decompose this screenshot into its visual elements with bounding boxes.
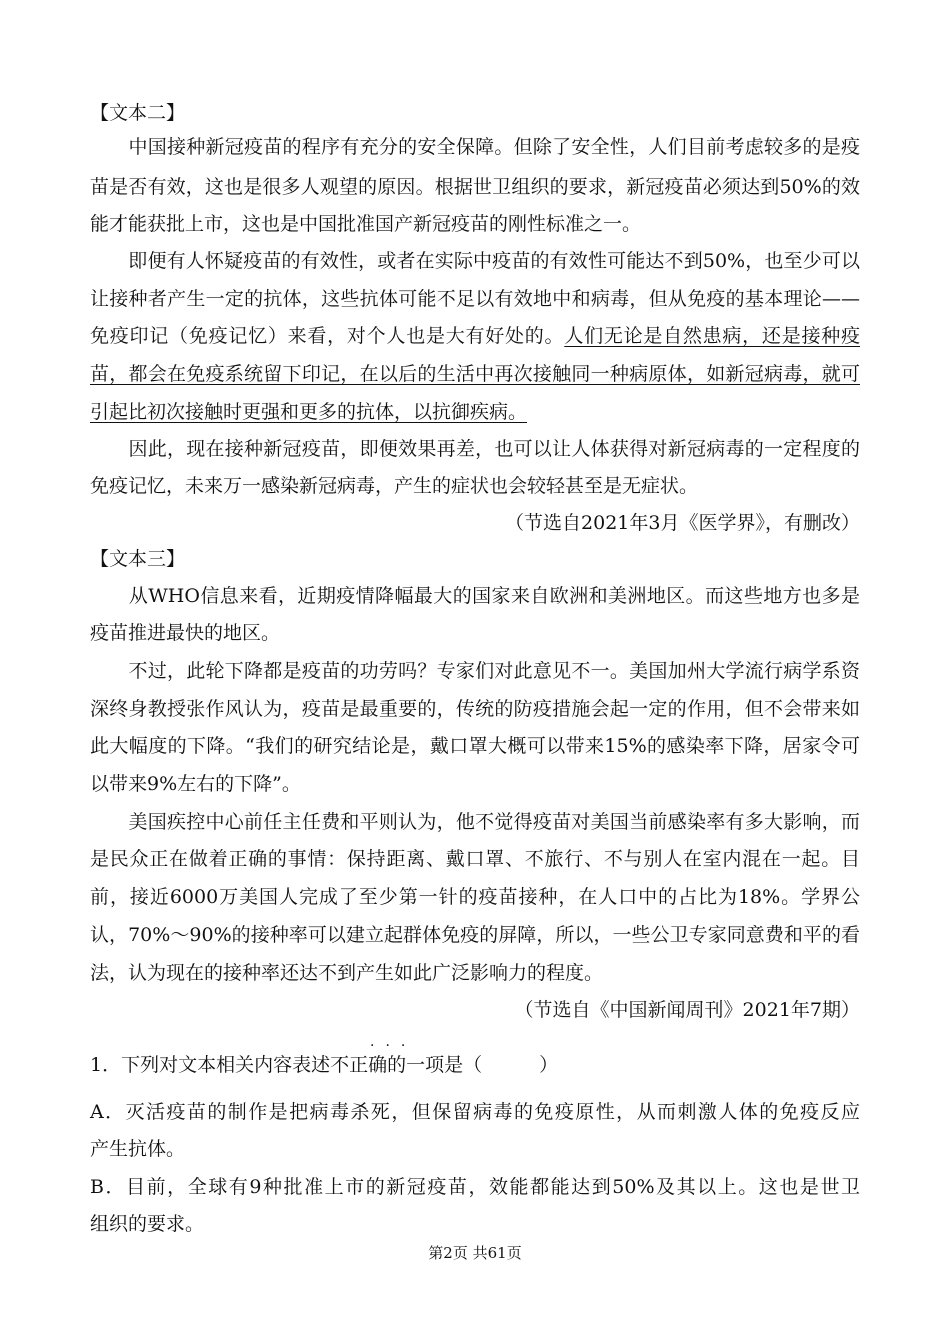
paragraph-line: 不过，此轮下降都是疫苗的功劳吗？专家们对此意见不一。美国加州大学流行病学系资 bbox=[90, 660, 860, 682]
paragraph-line: 是民众正在做着正确的事情：保持距离、戴口罩、不旅行、不与别人在室内混在一起。目 bbox=[90, 848, 860, 870]
paragraph-line: 中国接种新冠疫苗的程序有充分的安全保障。但除了安全性，人们目前考虑较多的是疫 bbox=[90, 136, 860, 158]
paragraph-line: 此大幅度的下降。“我们的研究结论是，戴口罩大概可以带来15%的感染率下降，居家令可 bbox=[90, 735, 860, 757]
paragraph-line: 美国疾控中心前任主任费和平则认为，他不觉得疫苗对美国当前感染率有多大影响，而 bbox=[90, 811, 860, 833]
paragraph-line: 能才能获批上市，这也是中国批准国产新冠疫苗的刚性标准之一。 bbox=[90, 213, 642, 235]
question-stem: 1．下列对文本相关内容表述不正确的一项是（ ） bbox=[90, 1054, 559, 1076]
option-a-line: 产生抗体。 bbox=[90, 1138, 186, 1160]
option-b-line: 组织的要求。 bbox=[90, 1213, 205, 1235]
paragraph-line: 苗是否有效，这也是很多人观望的原因。根据世卫组织的要求，新冠疫苗必须达到50%的效 bbox=[90, 176, 860, 198]
paragraph-line: 让接种者产生一定的抗体，这些抗体可能不足以有效地中和病毒，但从免疫的基本理论—— bbox=[90, 288, 860, 310]
emphasis-dots: ··· bbox=[370, 1038, 417, 1054]
underlined-line: 苗，都会在免疫系统留下印记，在以后的生活中再次接触同一种病原体，如新冠病毒，就可 bbox=[90, 363, 860, 385]
paragraph-line: 免疫印记（免疫记忆）来看，对个人也是大有好处的。人们无论是自然患病，还是接种疫 bbox=[90, 325, 860, 347]
paragraph-line: 即便有人怀疑疫苗的有效性，或者在实际中疫苗的有效性可能达不到50%，也至少可以 bbox=[90, 250, 860, 272]
source-citation: （节选自《中国新闻周刊》2021年7期） bbox=[514, 999, 860, 1021]
paragraph-line: 以带来9%左右的下降”。 bbox=[90, 773, 301, 795]
paragraph-line: 法，认为现在的接种率还达不到产生如此广泛影响力的程度。 bbox=[90, 962, 604, 984]
paragraph-line: 免疫记忆，未来万一感染新冠病毒，产生的症状也会较轻甚至是无症状。 bbox=[90, 475, 699, 497]
paragraph-line: 前，接近6000万美国人完成了至少第一针的疫苗接种，在人口中的占比为18%。学界公 bbox=[90, 886, 860, 908]
paragraph-line: 认，70%～90%的接种率可以建立起群体免疫的屏障，所以，一些公卫专家同意费和平的看 bbox=[90, 924, 860, 946]
underlined-line: 引起比初次接触时更强和更多的抗体，以抗御疾病。 bbox=[90, 401, 528, 423]
section-heading-text3: 【文本三】 bbox=[90, 548, 186, 570]
underlined-text: 人们无论是自然患病，还是接种疫 bbox=[564, 325, 860, 347]
paragraph-line: 深终身教授张作风认为，疫苗是最重要的，传统的防疫措施会起一定的作用，但不会带来如 bbox=[90, 698, 860, 720]
page-footer: 第2页 共61页 bbox=[428, 1244, 522, 1262]
paragraph-line: 疫苗推进最快的地区。 bbox=[90, 622, 281, 644]
option-b-line: B．目前，全球有9种批准上市的新冠疫苗，效能都能达到50%及其以上。这也是世卫 bbox=[90, 1176, 860, 1198]
option-a-line: A．灭活疫苗的制作是把病毒杀死，但保留病毒的免疫原性，从而刺激人体的免疫反应 bbox=[90, 1101, 860, 1123]
section-heading-text2: 【文本二】 bbox=[90, 102, 186, 124]
paragraph-line: 从WHO信息来看，近期疫情降幅最大的国家来自欧洲和美洲地区。而这些地方也多是 bbox=[90, 585, 860, 607]
source-citation: （节选自2021年3月《医学界》，有删改） bbox=[505, 512, 860, 534]
paragraph-line: 因此，现在接种新冠疫苗，即便效果再差，也可以让人体获得对新冠病毒的一定程度的 bbox=[90, 438, 860, 460]
